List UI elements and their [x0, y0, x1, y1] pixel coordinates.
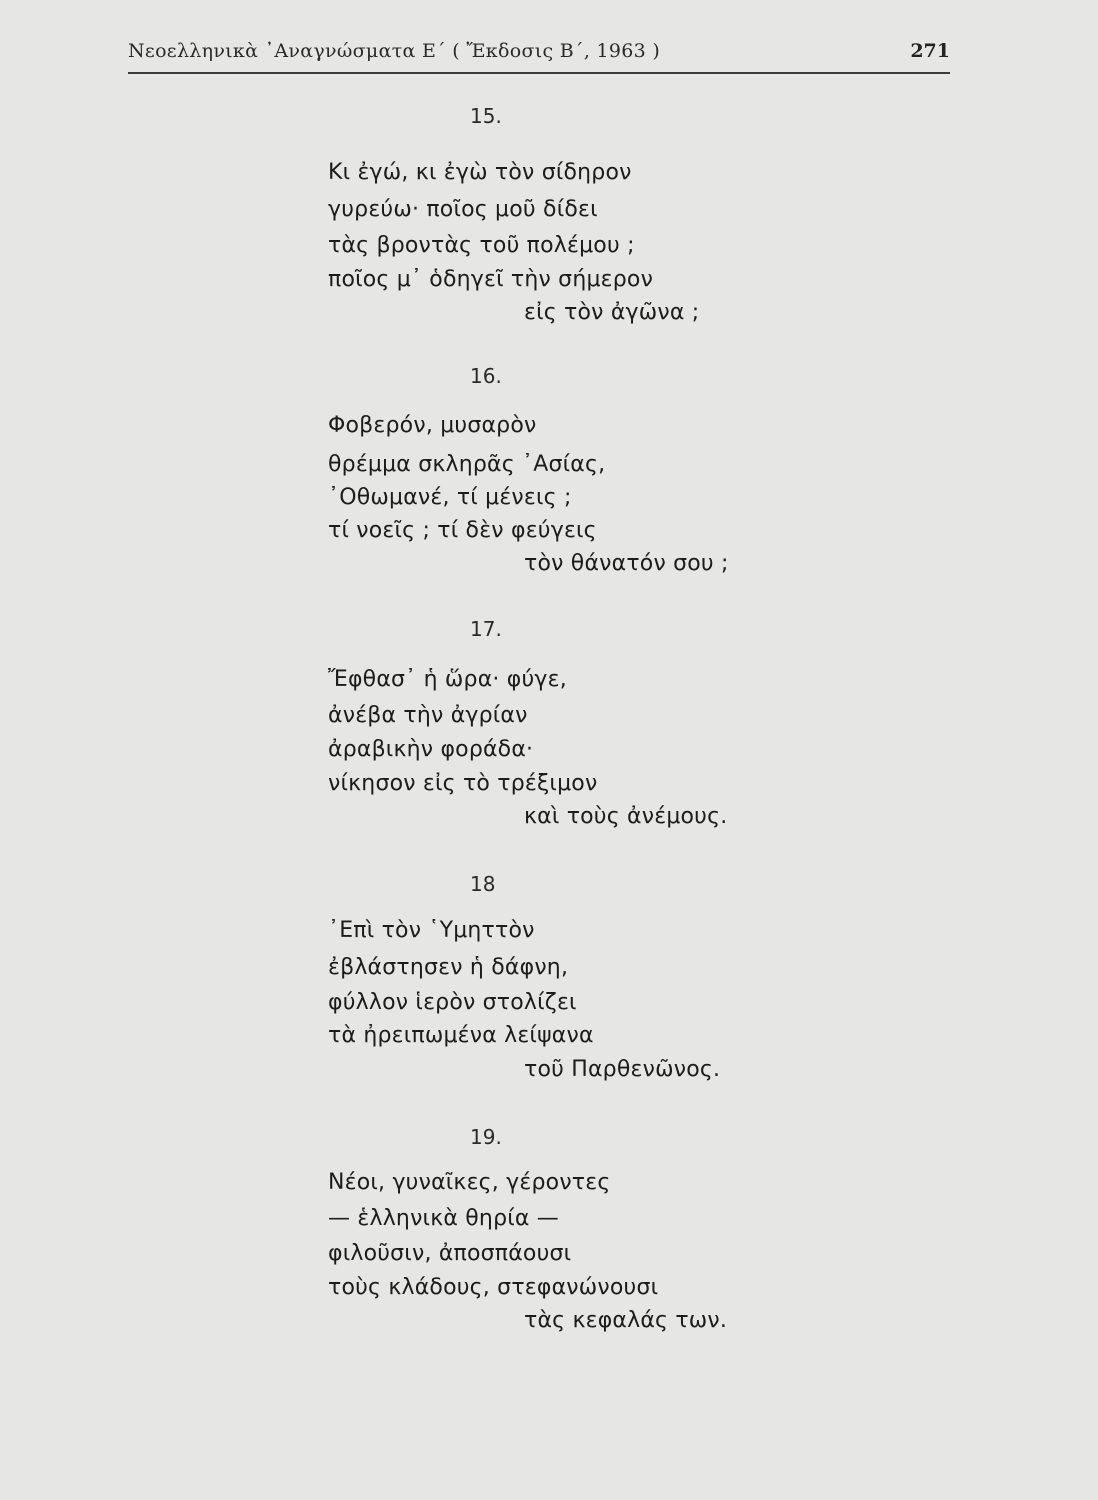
verse-line: — ἑλληνικὰ θηρία — — [328, 1206, 559, 1231]
verse-line: καὶ τοὺς ἀνέμους. — [524, 804, 728, 829]
verse-line: τὰς κεφαλάς των. — [524, 1308, 728, 1333]
verse-line: φύλλον ἱερὸν στολίζει — [328, 990, 577, 1015]
verse-line: τὸν θάνατόν σου ; — [524, 551, 729, 576]
verse-line: τὰς βροντὰς τοῦ πολέμου ; — [328, 233, 635, 258]
verse-line: ᾿Οθωμανέ, τί μένεις ; — [328, 485, 572, 510]
verse-line: Φοβερόν, μυσαρὸν — [328, 413, 537, 438]
verse-line: ᾿Επὶ τὸν ῾Υμηττὸν — [328, 918, 535, 943]
verse-line: φιλοῦσιν, ἀποσπάουσι — [328, 1241, 572, 1266]
verse-line: τοὺς κλάδους, στεφανώνουσι — [328, 1275, 659, 1300]
stanza-number: 17. — [470, 617, 502, 641]
verse-line: ποῖος μ᾿ ὁδηγεῖ τὴν σήμερον — [328, 267, 654, 292]
book-title: Νεοελληνικὰ ᾿Αναγνώσματα Ε΄ ( Ἔκδοσις Β΄, 1963 ) — [128, 40, 661, 62]
page-header — [128, 36, 950, 74]
verse-line: τὰ ἠρειπωμένα λείψανα — [328, 1023, 594, 1048]
verse-line: Κι ἐγώ, κι ἐγὼ τὸν σίδηρον — [328, 160, 632, 185]
verse-line: Ἔφθασ᾿ ἡ ὥρα· φύγε, — [328, 667, 567, 692]
page-number: 271 — [910, 40, 950, 62]
stanza-number: 19. — [470, 1125, 502, 1149]
verse-line: θρέμμα σκληρᾶς ᾿Ασίας, — [328, 452, 606, 477]
stanza-number: 15. — [470, 104, 502, 128]
stanza-number: 16. — [470, 364, 502, 388]
stanza-number: 18 — [470, 872, 496, 896]
verse-line: Νέοι, γυναῖκες, γέροντες — [328, 1170, 611, 1195]
verse-line: τί νοεῖς ; τί δὲν φεύγεις — [328, 518, 597, 543]
verse-line: τοῦ Παρθενῶνος. — [524, 1057, 721, 1082]
verse-line: ἐβλάστησεν ἡ δάφνη, — [328, 955, 569, 980]
verse-line: ἀνέβα τὴν ἀγρίαν — [328, 703, 528, 728]
verse-line: νίκησον εἰς τὸ τρέξιμον — [328, 771, 598, 796]
verse-line: εἰς τὸν ἀγῶνα ; — [524, 300, 700, 325]
verse-line: ἀραβικὴν φοράδα· — [328, 737, 534, 762]
verse-line: γυρεύω· ποῖος μοῦ δίδει — [328, 197, 598, 222]
